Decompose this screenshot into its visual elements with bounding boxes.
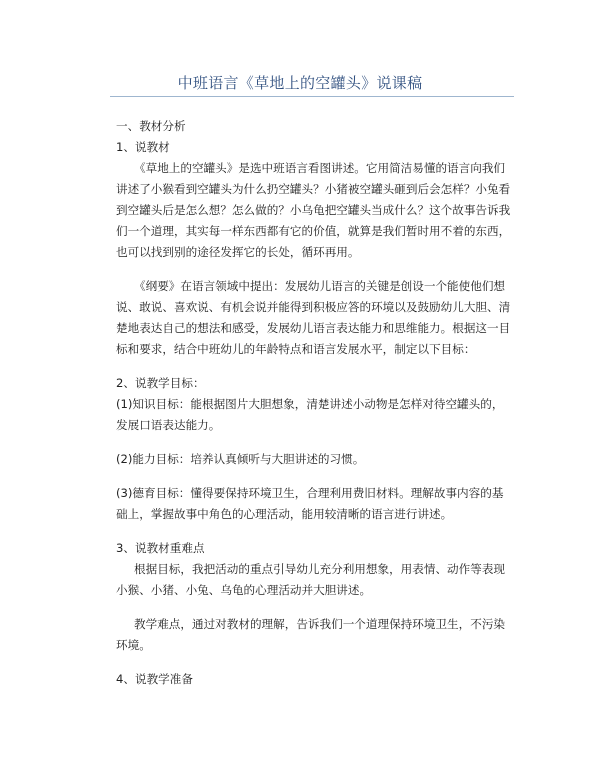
- title-divider: [110, 96, 514, 97]
- document-body: [116, 116, 512, 690]
- subsection-heading: 3、说教材重难点: [116, 541, 205, 555]
- subsection-heading: 4、说教学准备: [116, 672, 193, 686]
- subsection-heading: 1、说教材: [116, 140, 170, 154]
- paragraph: 教学难点，通过对教材的理解，告诉我们一个道理保持环境卫生，不污染环境。: [116, 617, 506, 652]
- subsection-heading: 2、说教学目标：: [116, 376, 205, 390]
- paragraph: 《草地上的空罐头》是选中班语言看图讲述。它用简洁易懂的语言向我们讲述了小猴看到空罐头为什么扔空罐头？小猪被空罐头砸到后会怎样？小兔看到空罐头后是怎么想？怎么做的？小乌龟把空罐头当成什么？这个故事告诉我们一个道理，其实每一样东西都有它的价值，就算是我们暂时用不着的东西，也可以找到别的途径发挥它的长处，循环再用。: [116, 161, 511, 259]
- objective-item: (1)知识目标：能根据图片大胆想象，清楚讲述小动物是怎样对待空罐头的，发展口语表达能力。: [116, 397, 504, 432]
- section-heading: 一、教材分析: [116, 119, 186, 133]
- objective-item: (3)德育目标：懂得要保持环境卫生，合理利用费旧材料。理解故事内容的基础上，掌握故事中角色的心理活动，能用较清晰的语言进行讲述。: [116, 486, 504, 521]
- paragraph: 根据目标，我把活动的重点引导幼儿充分利用想象，用表情、动作等表现小猴、小猪、小兔、乌龟的心理活动并大胆讲述。: [116, 562, 506, 597]
- objective-item: (2)能力目标：培养认真倾听与大胆讲述的习惯。: [116, 452, 365, 466]
- paragraph: 《纲要》在语言领域中提出：发展幼儿语言的关键是创设一个能使他们想说、敢说、喜欢说、有机会说并能得到积极应答的环境以及鼓励幼儿大胆、清楚地表达自己的想法和感受，发展幼儿语言表达能力和思维能力。根据这一目标和要求，结合中班幼儿的年龄特点和语言发展水平，制定以下目标：: [116, 279, 511, 356]
- page-title: 中班语言《草地上的空罐头》说课稿: [177, 74, 423, 92]
